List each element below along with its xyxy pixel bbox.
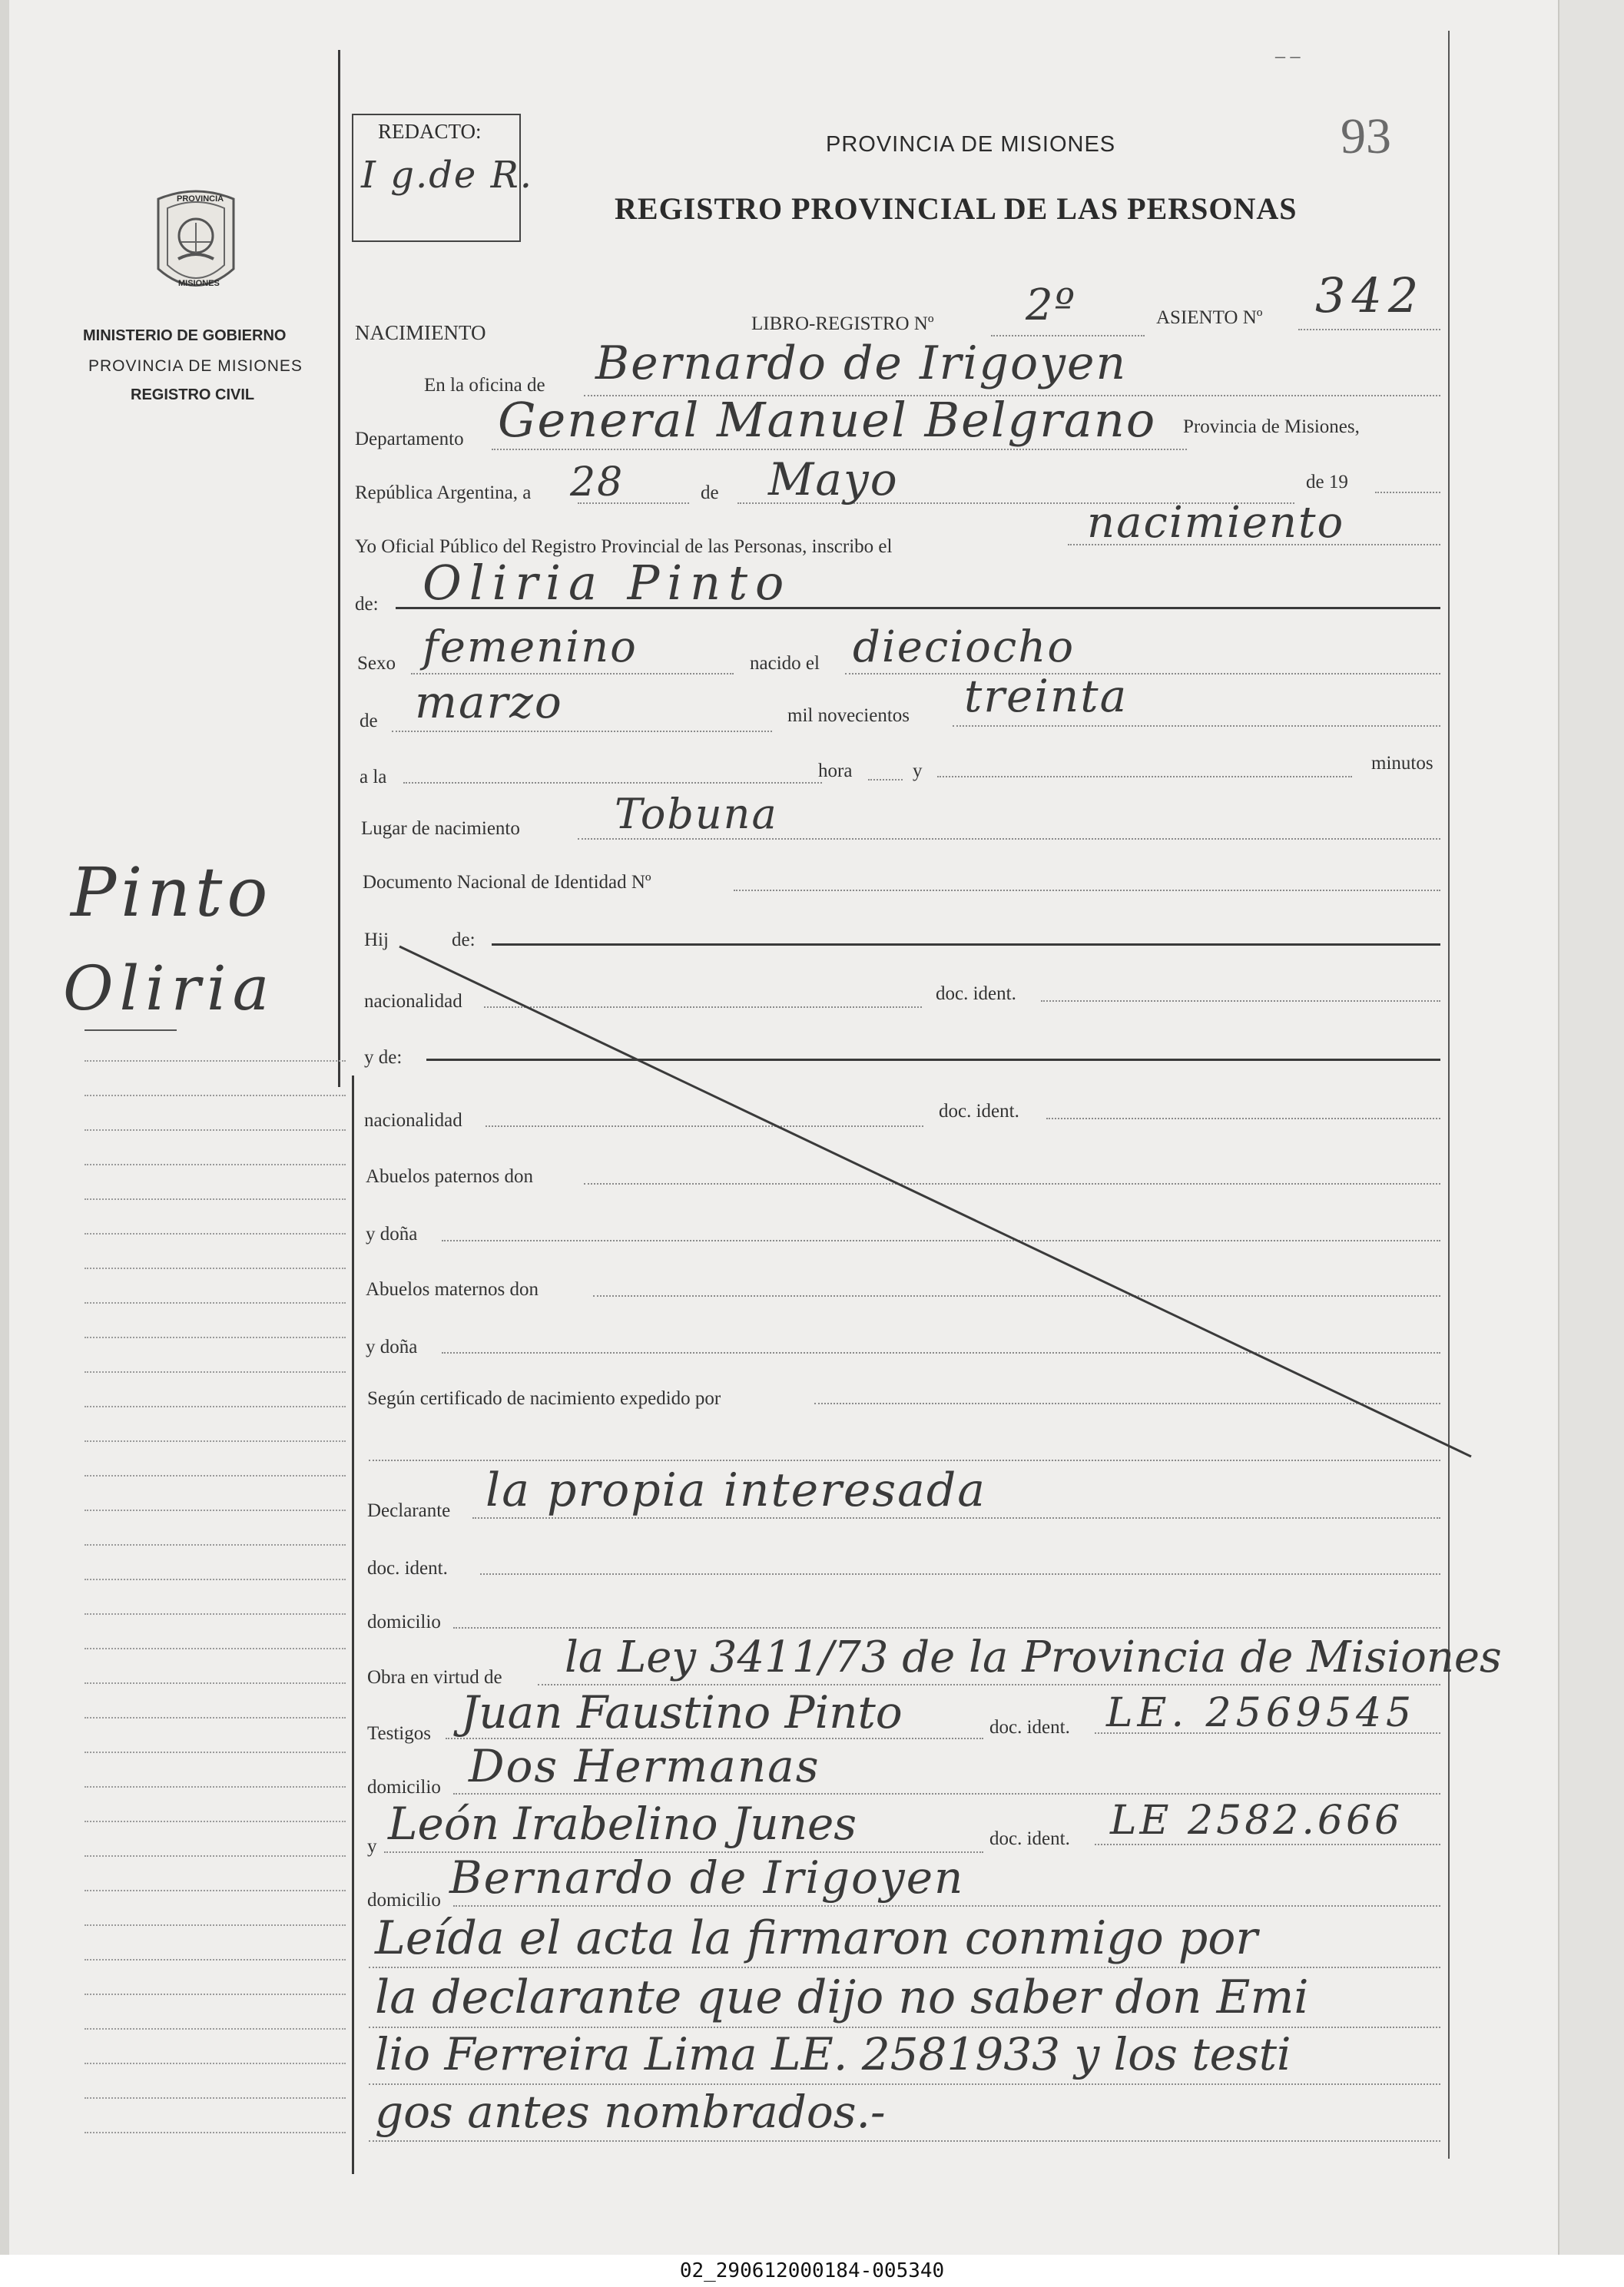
margin-surname: Pinto bbox=[71, 853, 273, 932]
obra-label: Obra en virtud de bbox=[367, 1667, 502, 1688]
nacionalidad-label: nacionalidad bbox=[364, 991, 462, 1012]
testigo2-doc-line bbox=[1095, 1844, 1440, 1845]
segun-label: Según certificado de nacimiento expedido por bbox=[367, 1388, 721, 1409]
margin-given-name: Oliria bbox=[63, 953, 276, 1024]
domicilio2-line bbox=[453, 1905, 1440, 1907]
closing-line-1 bbox=[369, 1967, 1440, 1968]
nacido-label: nacido el bbox=[750, 653, 820, 674]
lugar-label: Lugar de nacimiento bbox=[361, 818, 520, 839]
day-value: 28 bbox=[570, 459, 625, 505]
closing-text-2: la declarante que dijo no saber don Emi bbox=[375, 1970, 1309, 2024]
y-dona-label: y doña bbox=[366, 1224, 418, 1245]
provincia-label: Provincia de Misiones, bbox=[1183, 416, 1360, 437]
libro-label: LIBRO-REGISTRO Nº bbox=[751, 313, 934, 334]
nacido-value: dieciocho bbox=[853, 622, 1075, 672]
top-mark: – – bbox=[1275, 45, 1301, 67]
year-label: de 19 bbox=[1306, 472, 1348, 492]
y2-label: y bbox=[367, 1836, 377, 1857]
y-label: y bbox=[913, 761, 923, 781]
redacto-label: REDACTO: bbox=[378, 120, 482, 143]
birth-year-value: treinta bbox=[964, 670, 1129, 722]
closing-line-4 bbox=[369, 2140, 1440, 2142]
registro-civil-label: REGISTRO CIVIL bbox=[131, 386, 255, 403]
oficial-label: Yo Oficial Público del Registro Provincial de las Personas, inscribo el bbox=[355, 536, 893, 557]
libro-value: 2º bbox=[1026, 280, 1076, 330]
asiento-label: ASIENTO Nº bbox=[1156, 307, 1263, 328]
testigo1-doc: LE. 2569545 bbox=[1106, 1690, 1417, 1736]
hijo-label: Hij bbox=[364, 930, 389, 950]
hijo-de-label: de: bbox=[452, 930, 476, 950]
dni-label: Documento Nacional de Identidad Nº bbox=[363, 872, 651, 893]
departamento-label: Departamento bbox=[355, 429, 464, 449]
seal-province-label: PROVINCIA DE MISIONES bbox=[88, 357, 303, 375]
month-value: Mayo bbox=[768, 453, 899, 505]
republica-label: República Argentina, a bbox=[355, 482, 532, 503]
domicilio1-value: Dos Hermanas bbox=[469, 1740, 820, 1792]
domicilio2-value: Bernardo de Irigoyen bbox=[449, 1851, 965, 1904]
inscribo-value: nacimiento bbox=[1087, 498, 1345, 548]
page-number: 93 bbox=[1341, 108, 1391, 164]
domicilio1-label: domicilio bbox=[367, 1777, 441, 1798]
de-label: de bbox=[701, 482, 719, 503]
closing-line-3 bbox=[369, 2083, 1440, 2085]
mil-label: mil novecientos bbox=[787, 705, 910, 726]
oficina-value: Bernardo de Irigoyen bbox=[595, 336, 1128, 390]
testigos-label: Testigos bbox=[367, 1723, 431, 1744]
record-type-label: NACIMIENTO bbox=[355, 321, 486, 344]
testigo1-doc-label: doc. ident. bbox=[989, 1717, 1070, 1738]
testigo2-doc: LE 2582.666 bbox=[1110, 1798, 1404, 1844]
testigo2-name: León Irabelino Junes bbox=[388, 1798, 857, 1850]
hora-label: hora bbox=[818, 761, 853, 781]
departamento-value: General Manuel Belgrano bbox=[498, 392, 1157, 448]
minutos-label: minutos bbox=[1371, 753, 1433, 774]
seal-bottom-text: MISIONES bbox=[178, 279, 220, 288]
domicilio2-label: domicilio bbox=[367, 1890, 441, 1911]
registry-title: REGISTRO PROVINCIAL DE LAS PERSONAS bbox=[615, 191, 1298, 226]
ministry-label: MINISTERIO DE GOBIERNO bbox=[83, 327, 287, 344]
declarante-doc-label: doc. ident. bbox=[367, 1558, 448, 1579]
lugar-value: Tobuna bbox=[615, 790, 778, 838]
sexo-value: femenino bbox=[423, 622, 638, 672]
asiento-value: 342 bbox=[1315, 267, 1425, 323]
testigo2-doc-label: doc. ident. bbox=[989, 1828, 1070, 1849]
domicilio-label: domicilio bbox=[367, 1612, 441, 1632]
y-dona-label-2: y doña bbox=[366, 1337, 418, 1357]
doc-ident-label-2: doc. ident. bbox=[939, 1101, 1019, 1122]
declarante-label: Declarante bbox=[367, 1500, 451, 1521]
testigo1-name: Juan Faustino Pinto bbox=[461, 1686, 903, 1738]
obra-value: la Ley 3411/73 de la Provincia de Misiones bbox=[565, 1632, 1502, 1682]
declarante-value: la propia interesada bbox=[486, 1463, 987, 1517]
y-de-label: y de: bbox=[364, 1047, 403, 1068]
redacto-value: I g.de R. bbox=[361, 154, 533, 197]
domicilio-line bbox=[453, 1627, 1440, 1629]
birth-month-value: marzo bbox=[415, 676, 563, 728]
domicilio1-line bbox=[453, 1793, 1440, 1795]
closing-text-3: lio Ferreira Lima LE. 2581933 y los testi bbox=[375, 2028, 1291, 2080]
name-de-label: de: bbox=[355, 594, 379, 615]
declarante-doc-line bbox=[480, 1573, 1440, 1575]
province-heading: PROVINCIA DE MISIONES bbox=[826, 132, 1116, 157]
closing-text-1: Leída el acta la firmaron conmigo por bbox=[375, 1911, 1258, 1965]
sexo-label: Sexo bbox=[357, 653, 396, 674]
closing-text-4: gos antes nombrados.- bbox=[375, 2086, 886, 2138]
seal-top-text: PROVINCIA bbox=[177, 194, 224, 204]
ala-label: a la bbox=[360, 767, 387, 787]
doc-ident-label: doc. ident. bbox=[936, 983, 1016, 1004]
obra-line bbox=[538, 1684, 1440, 1685]
abuelos-paternos-label: Abuelos paternos don bbox=[366, 1166, 534, 1187]
registrant-name: Oliria Pinto bbox=[423, 555, 792, 611]
birth-month-de-label: de bbox=[360, 711, 378, 731]
oficina-label: En la oficina de bbox=[424, 375, 545, 396]
nacionalidad-label-2: nacionalidad bbox=[364, 1110, 462, 1131]
declarante-line bbox=[472, 1517, 1440, 1519]
image-id-caption: 02_290612000184-005340 bbox=[0, 2255, 1624, 2287]
abuelos-maternos-label: Abuelos maternos don bbox=[366, 1279, 539, 1300]
